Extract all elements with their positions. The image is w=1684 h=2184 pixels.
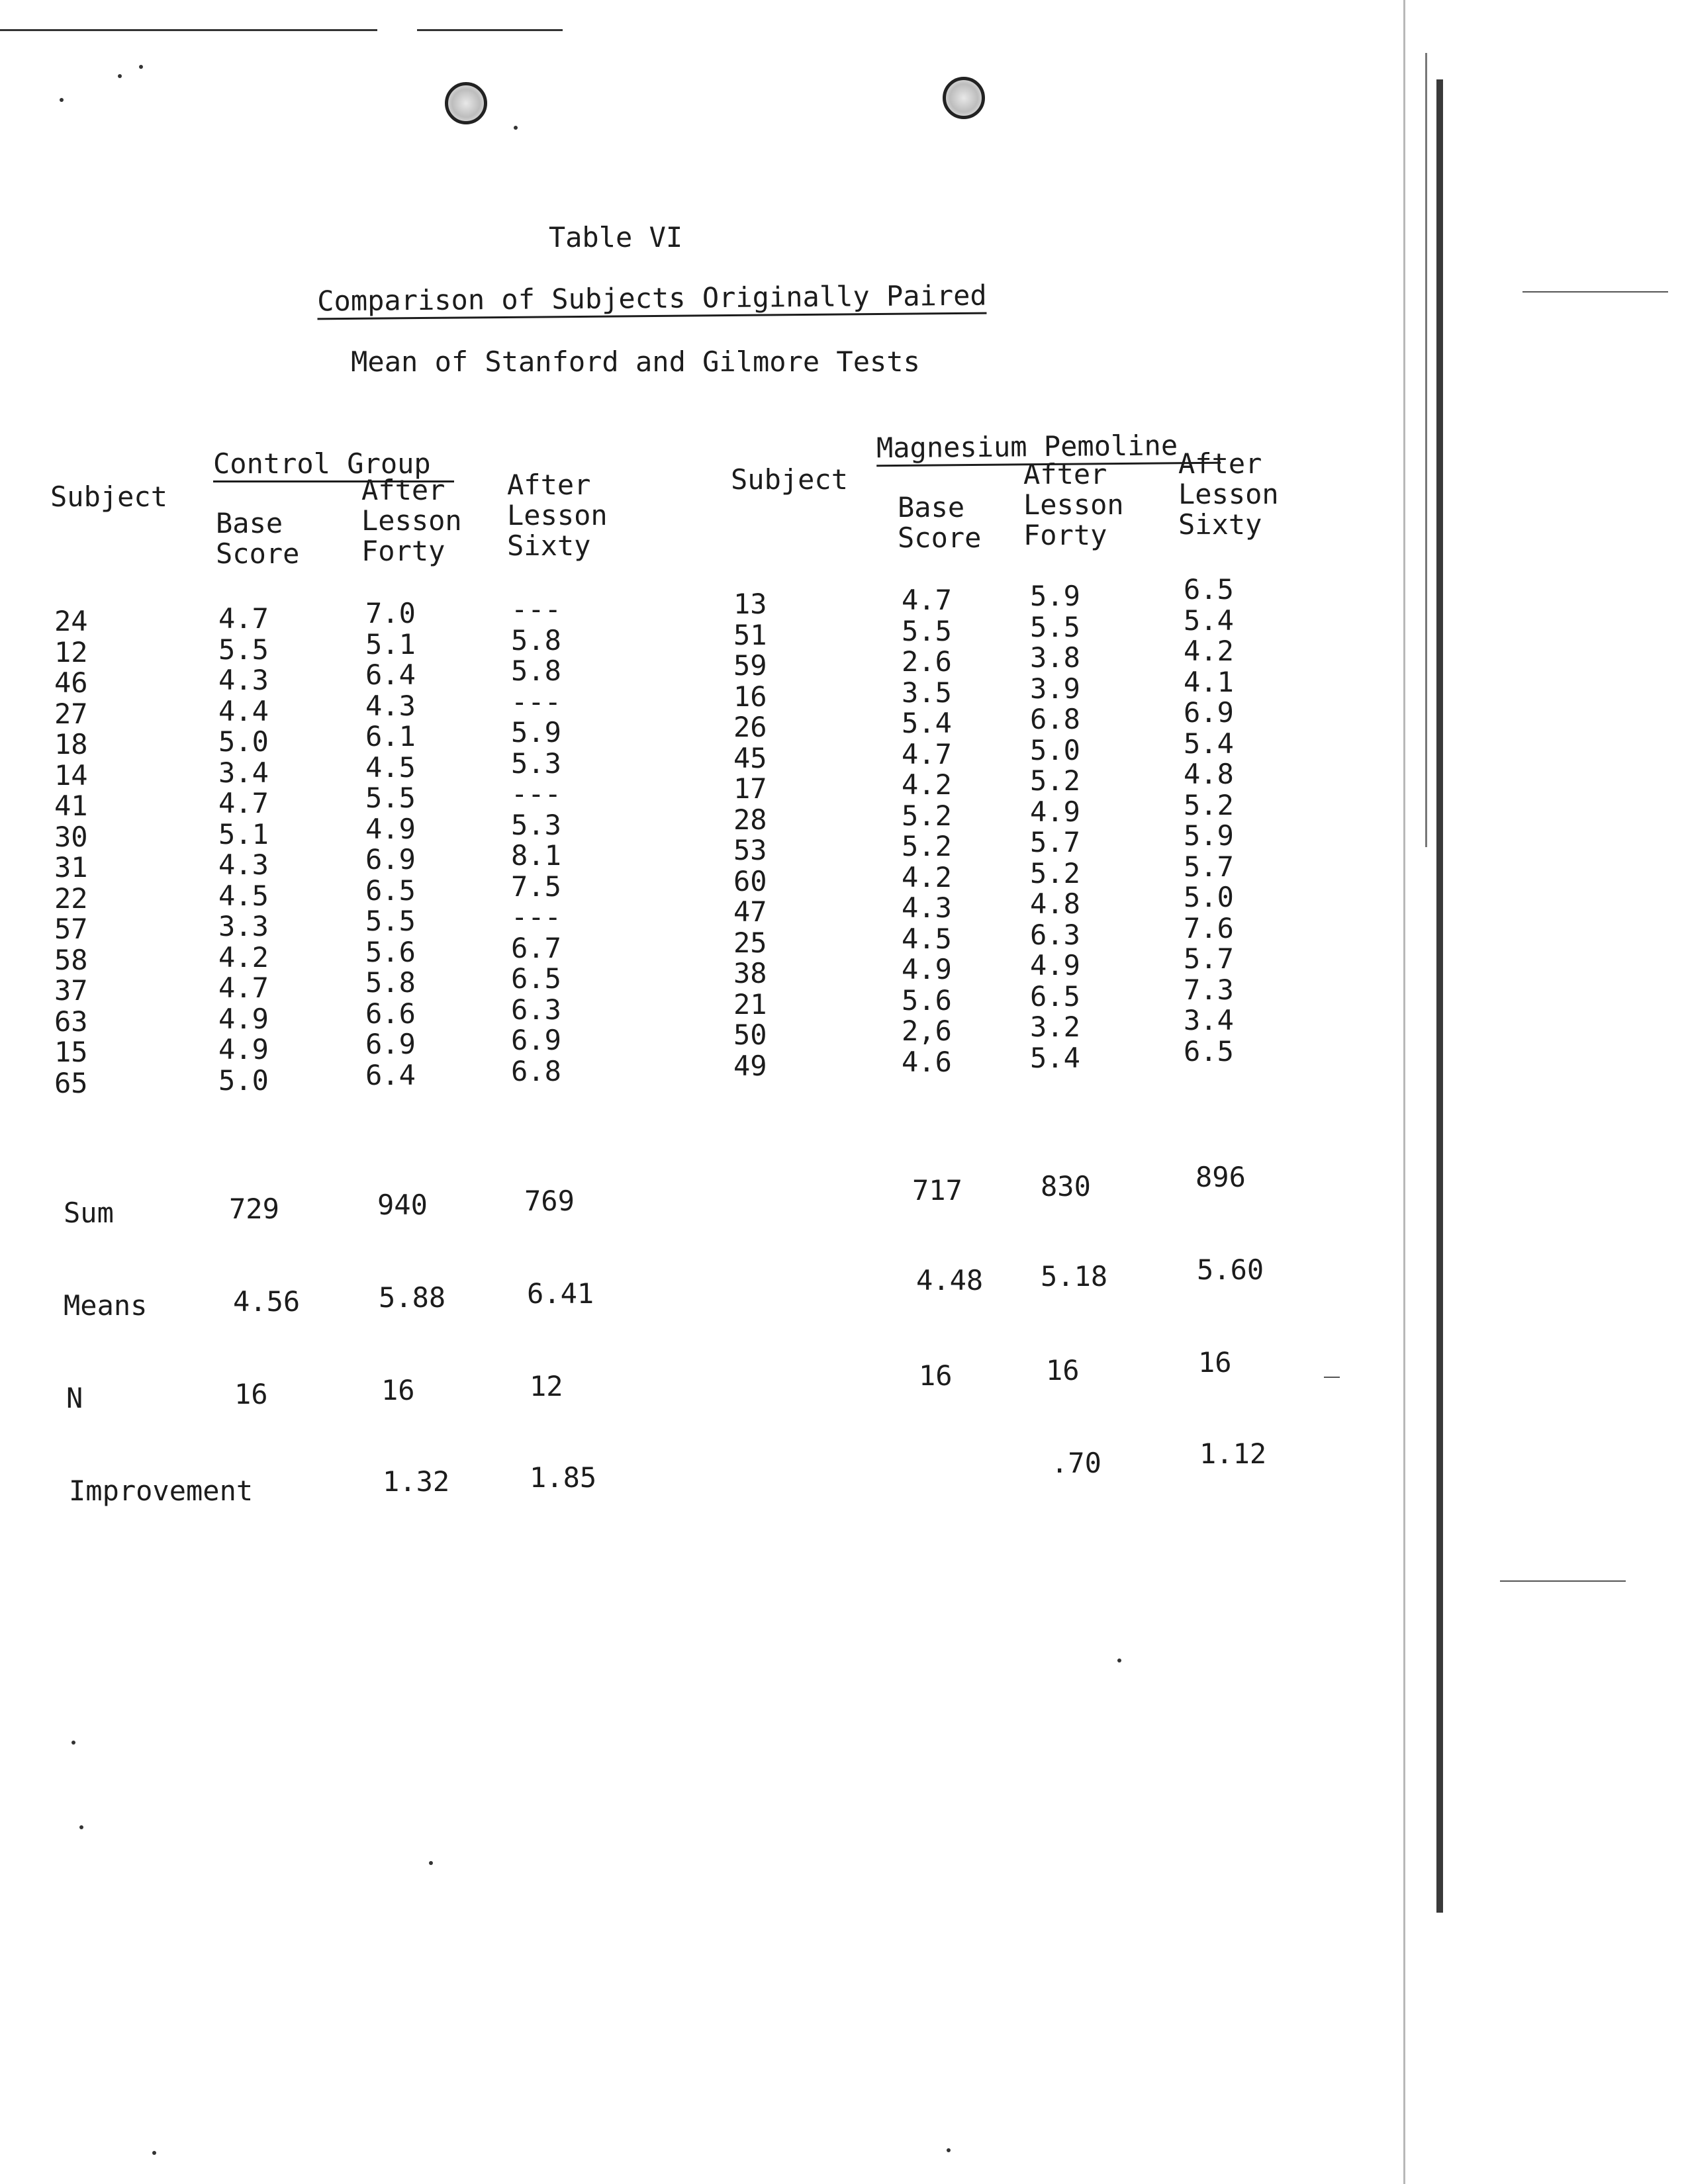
table-cell: 4.7: [218, 787, 269, 819]
magnesium-improvement-sixty: 1.12: [1199, 1437, 1267, 1470]
table-cell: 4.2: [218, 940, 269, 974]
table-cell: 5.5: [902, 614, 952, 647]
table-cell: 4.3: [365, 689, 416, 722]
table-cell: 4.8: [1030, 887, 1080, 920]
table-cell: 5.6: [365, 935, 416, 968]
table-cell: 4.5: [902, 922, 952, 955]
table-cell: 7.3: [1184, 973, 1234, 1006]
table-cell: 5.3: [511, 808, 561, 841]
table-cell: 4.3: [218, 848, 269, 881]
control-n-sixty: 12: [530, 1370, 563, 1402]
table-cell: 41: [54, 790, 88, 822]
control-forty-header: After Lesson Forty: [361, 474, 462, 567]
table-cell: 6.4: [365, 659, 416, 691]
table-cell: 7.0: [365, 597, 416, 629]
magnesium-sixty-header: After Lesson Sixty: [1178, 447, 1279, 541]
table-cell: 65: [54, 1066, 88, 1099]
n-label: N: [66, 1382, 83, 1414]
scan-mark: [1500, 1580, 1626, 1582]
table-cell: 5.2: [1030, 856, 1080, 889]
table-cell: 5.3: [511, 747, 561, 780]
table-cell: 6.5: [1184, 1034, 1234, 1068]
scan-speck: [152, 2151, 156, 2155]
table-cell: ---: [511, 778, 561, 810]
table-cell: 22: [54, 882, 88, 915]
control-means-base: 4.56: [233, 1285, 301, 1318]
control-subject-header: Subject: [50, 480, 168, 513]
table-cell: 5.7: [1184, 850, 1234, 883]
table-cell: 5.2: [1184, 788, 1234, 821]
table-cell: 57: [54, 913, 88, 945]
table-cell: 24: [54, 605, 88, 637]
table-cell: 5.7: [1184, 942, 1234, 975]
magnesium-subject-column: [733, 589, 767, 1081]
magnesium-sum-base: 717: [912, 1174, 962, 1206]
scan-speck: [60, 98, 64, 102]
table-cell: 46: [54, 666, 88, 699]
table-cell: 7.5: [511, 870, 561, 903]
table-cell: 5.4: [902, 707, 952, 739]
table-cell: 6.5: [1030, 979, 1080, 1013]
table-cell: 5.9: [511, 716, 561, 749]
table-cell: 4.9: [902, 953, 952, 985]
table-cell: 5.0: [1184, 881, 1234, 913]
table-subtitle: Mean of Stanford and Gilmore Tests: [351, 345, 920, 378]
table-cell: 5.0: [1030, 733, 1080, 766]
table-cell: 4.5: [218, 879, 269, 912]
magnesium-improvement-forty: .70: [1051, 1447, 1101, 1479]
table-cell: 6.8: [511, 1054, 561, 1087]
control-base-header: Base Score: [216, 507, 300, 570]
table-cell: 4.9: [365, 812, 416, 845]
table-cell: 27: [54, 697, 88, 730]
table-cell: 14: [54, 758, 88, 792]
table-cell: 15: [54, 1036, 88, 1068]
binding-shadow: [1425, 53, 1427, 847]
table-cell: 5.7: [1030, 826, 1080, 858]
scan-speck: [947, 2148, 951, 2152]
control-group-label: Control Group: [213, 449, 454, 482]
control-base-column: [218, 604, 269, 1096]
control-sixty-header: After Lesson Sixty: [507, 469, 608, 562]
binding-bar: [1436, 79, 1443, 1913]
table-cell: 4.8: [1184, 758, 1234, 790]
table-cell: 4.2: [902, 768, 952, 801]
scan-speck: [1117, 1659, 1121, 1662]
table-cell: 4.7: [218, 602, 269, 635]
magnesium-forty-column: [1030, 581, 1080, 1073]
table-cell: 58: [54, 943, 88, 976]
table-cell: 5.8: [511, 623, 561, 657]
control-subject-column: [54, 606, 88, 1099]
magnesium-means-sixty: 5.60: [1197, 1253, 1264, 1286]
table-cell: 4.9: [1030, 795, 1080, 828]
table-cell: 8.1: [511, 839, 561, 872]
table-cell: 5.1: [365, 627, 416, 660]
table-cell: 13: [733, 588, 767, 620]
magnesium-sixty-column: [1184, 574, 1234, 1067]
table-cell: 5.4: [1184, 727, 1234, 760]
table-cell: 4.7: [902, 737, 952, 770]
table-cell: 5.8: [365, 966, 416, 999]
table-cell: 17: [733, 772, 767, 805]
table-cell: 6.6: [365, 997, 416, 1030]
table-cell: 3.5: [902, 676, 952, 709]
table-cell: 50: [733, 1019, 767, 1051]
control-sum-sixty: 769: [524, 1185, 575, 1217]
table-cell: 4.3: [902, 891, 952, 924]
magnesium-forty-header: After Lesson Forty: [1023, 458, 1124, 551]
table-cell: 6.9: [365, 843, 416, 876]
table-title: Comparison of Subjects Originally Paired: [317, 281, 987, 320]
table-cell: 59: [733, 649, 767, 682]
scan-speck: [118, 74, 122, 78]
table-cell: 5.0: [218, 725, 269, 758]
scan-top-line: [417, 29, 563, 31]
magnesium-base-column: [902, 585, 952, 1077]
scan-speck: [514, 126, 518, 130]
table-cell: 6.7: [511, 931, 561, 964]
table-cell: 6.9: [511, 1024, 561, 1056]
table-cell: 5.9: [1184, 819, 1234, 852]
table-cell: 5.2: [1030, 764, 1080, 797]
table-cell: ---: [511, 901, 561, 933]
table-cell: 5.9: [1030, 580, 1080, 612]
control-improvement-sixty: 1.85: [530, 1461, 597, 1494]
table-cell: 45: [733, 741, 767, 774]
table-cell: 5.2: [902, 799, 952, 832]
magnesium-means-forty: 5.18: [1041, 1260, 1108, 1293]
punch-hole-icon: [943, 77, 985, 119]
scan-top-line: [0, 29, 377, 31]
table-cell: 4.6: [902, 1045, 952, 1078]
table-cell: 5.5: [218, 633, 269, 666]
table-cell: 5.4: [1030, 1041, 1080, 1074]
scan-speck: [79, 1825, 83, 1829]
control-forty-column: [365, 598, 416, 1091]
table-cell: 5.8: [511, 655, 561, 687]
table-cell: 6.5: [1184, 573, 1234, 606]
table-cell: 5.5: [365, 905, 416, 937]
magnesium-sum-forty: 830: [1041, 1170, 1091, 1203]
table-cell: 47: [733, 895, 767, 928]
table-cell: 30: [54, 820, 88, 853]
table-cell: 4.1: [1184, 665, 1234, 698]
scan-speck: [71, 1741, 75, 1745]
means-label: Means: [64, 1289, 148, 1322]
magnesium-n-forty: 16: [1046, 1354, 1080, 1387]
table-cell: 4.9: [218, 1002, 269, 1035]
table-cell: ---: [511, 593, 561, 625]
table-cell: 6.3: [511, 993, 561, 1026]
scan-speck: [429, 1861, 433, 1865]
table-cell: 6.9: [365, 1028, 416, 1060]
improvement-label: Improvement: [69, 1475, 254, 1507]
control-sixty-column: [511, 594, 561, 1087]
table-cell: 5.0: [218, 1064, 269, 1097]
table-cell: 4.9: [1030, 949, 1080, 981]
table-cell: 21: [733, 987, 767, 1021]
page-edge: [1403, 0, 1405, 2184]
table-cell: 3.4: [1184, 1004, 1234, 1036]
table-cell: 4.4: [218, 694, 269, 727]
table-cell: 5.2: [902, 830, 952, 862]
table-cell: 3.8: [1030, 641, 1080, 674]
table-cell: 4.5: [365, 751, 416, 784]
sum-label: Sum: [64, 1197, 114, 1229]
table-cell: 4.3: [218, 664, 269, 696]
table-cell: 5.1: [218, 817, 269, 850]
table-cell: ---: [511, 685, 561, 718]
table-cell: 4.7: [902, 584, 952, 616]
scan-mark: [1522, 291, 1668, 293]
scan-speck: [139, 65, 143, 69]
table-cell: 6.8: [1030, 703, 1080, 735]
table-cell: 3.9: [1030, 672, 1080, 705]
table-cell: 6.9: [1184, 696, 1234, 729]
scan-mark: [1324, 1377, 1340, 1378]
control-improvement-forty: 1.32: [383, 1465, 450, 1498]
table-number: Table VI: [548, 221, 683, 253]
control-n-base: 16: [234, 1378, 268, 1410]
control-n-forty: 16: [381, 1374, 415, 1406]
control-means-forty: 5.88: [379, 1281, 446, 1314]
table-cell: 7.6: [1184, 911, 1234, 944]
table-cell: 5.6: [902, 983, 952, 1017]
table-cell: 5.5: [365, 782, 416, 814]
control-sum-forty: 940: [377, 1189, 428, 1221]
magnesium-subject-header: Subject: [731, 463, 849, 496]
table-cell: 28: [733, 803, 767, 836]
control-means-sixty: 6.41: [527, 1277, 594, 1310]
table-cell: 51: [733, 618, 767, 651]
table-cell: 6.5: [365, 874, 416, 907]
table-cell: 6.3: [1030, 918, 1080, 951]
magnesium-means-base: 4.48: [916, 1264, 984, 1297]
table-cell: 12: [54, 635, 88, 668]
table-cell: 5.4: [1184, 604, 1234, 637]
table-cell: 63: [54, 1005, 88, 1038]
table-cell: 25: [733, 926, 767, 959]
magnesium-group-label: Magnesium Pemoline: [876, 430, 1221, 467]
control-sum-base: 729: [229, 1193, 279, 1225]
table-cell: 2,6: [902, 1015, 952, 1047]
table-cell: 4.2: [1184, 635, 1234, 667]
table-cell: 37: [54, 974, 88, 1007]
table-cell: 53: [733, 834, 767, 866]
table-cell: 16: [733, 680, 767, 713]
punch-hole-icon: [445, 82, 487, 124]
table-cell: 31: [54, 851, 88, 884]
table-cell: 4.2: [902, 860, 952, 893]
table-cell: 38: [733, 957, 767, 989]
magnesium-sum-sixty: 896: [1195, 1161, 1246, 1193]
magnesium-n-base: 16: [919, 1359, 953, 1392]
table-cell: 2.6: [902, 645, 952, 678]
table-cell: 4.7: [218, 972, 269, 1004]
table-cell: 6.1: [365, 720, 416, 752]
table-cell: 3.2: [1030, 1011, 1080, 1043]
table-cell: 26: [733, 711, 767, 743]
table-cell: 6.4: [365, 1058, 416, 1091]
magnesium-n-sixty: 16: [1198, 1346, 1232, 1379]
magnesium-base-header: Base Score: [898, 491, 982, 554]
table-cell: 5.5: [1030, 610, 1080, 643]
table-cell: 60: [733, 864, 767, 897]
table-cell: 3.3: [218, 910, 269, 942]
table-cell: 6.5: [511, 962, 561, 995]
table-cell: 3.4: [218, 756, 269, 789]
table-cell: 4.9: [218, 1033, 269, 1066]
table-cell: 18: [54, 728, 88, 760]
table-cell: 49: [733, 1049, 767, 1082]
